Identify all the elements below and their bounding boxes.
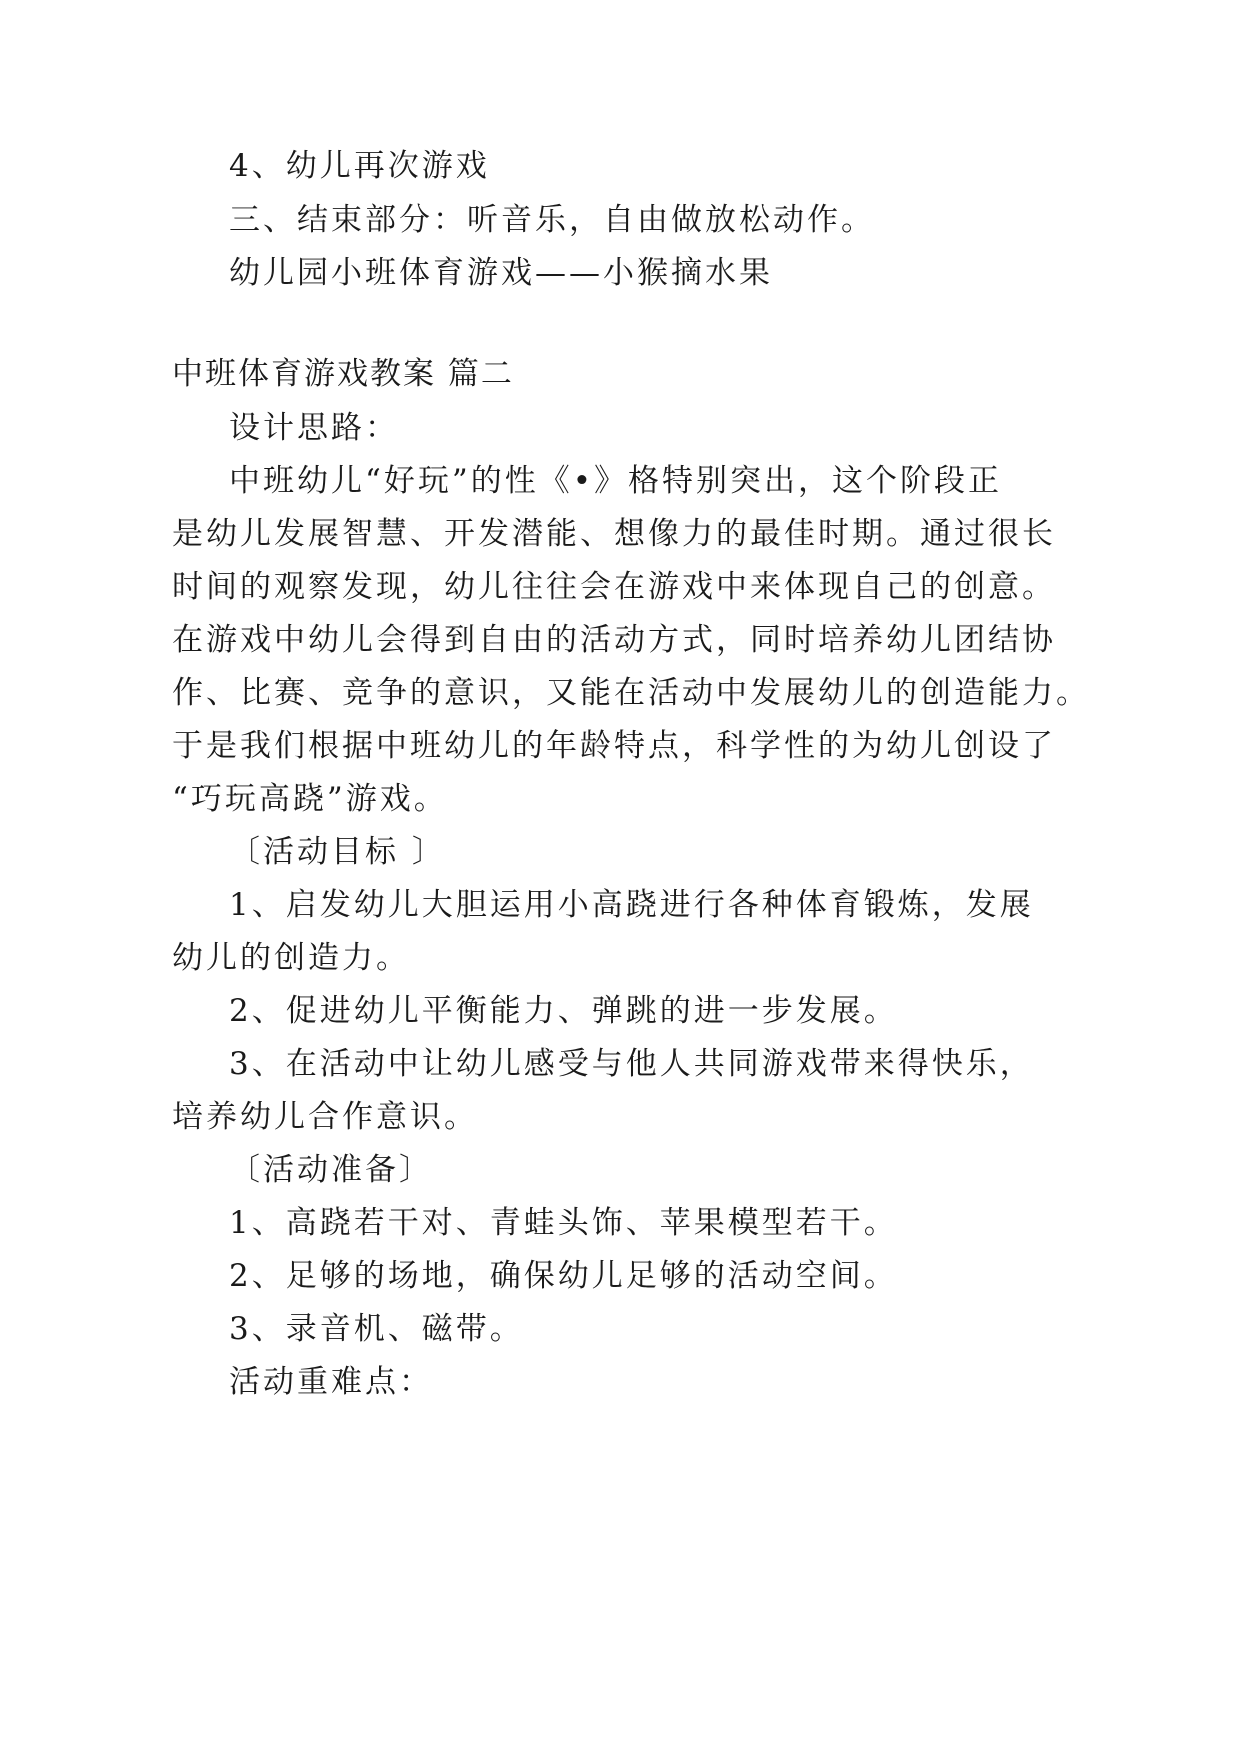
design-paragraph-line: 于是我们根据中班幼儿的年龄特点，科学性的为幼儿创设了 — [172, 728, 1056, 764]
game-title-text: 幼儿园小班体育游戏——小猴摘水果 — [229, 255, 773, 291]
design-paragraph-line: 是幼儿发展智慧、开发潜能、想像力的最佳时期。通过很长 — [172, 516, 1056, 552]
key-points-label: 活动重难点： — [229, 1364, 433, 1400]
goals-label: 〔活动目标 〕 — [229, 834, 446, 870]
design-paragraph-line: 在游戏中幼儿会得到自由的活动方式，同时培养幼儿团结协 — [172, 622, 1056, 658]
section-heading: 中班体育游戏教案 篇二 — [172, 356, 514, 392]
design-paragraph-line: 中班幼儿“好玩”的性《•》格特别突出，这个阶段正 — [229, 463, 1002, 499]
goal-item-1-line-2: 幼儿的创造力。 — [172, 940, 410, 976]
design-paragraph-line: 作、比赛、竞争的意识，又能在活动中发展幼儿的创造能力。 — [172, 675, 1090, 711]
design-paragraph-line: “巧玩高跷”游戏。 — [172, 781, 448, 817]
goal-item-1-line-1: 1、启发幼儿大胆运用小高跷进行各种体育锻炼，发展 — [229, 887, 1034, 923]
step-4-text: 4、幼儿再次游戏 — [229, 148, 490, 184]
preparation-item-3: 3、录音机、磁带。 — [229, 1311, 524, 1347]
preparation-item-1: 1、高跷若干对、青蛙头饰、苹果模型若干。 — [229, 1205, 898, 1241]
design-paragraph-line: 时间的观察发现，幼儿往往会在游戏中来体现自己的创意。 — [172, 569, 1056, 605]
goal-item-3-line-2: 培养幼儿合作意识。 — [172, 1099, 478, 1135]
preparation-item-2: 2、足够的场地，确保幼儿足够的活动空间。 — [229, 1258, 898, 1294]
goal-item-2: 2、促进幼儿平衡能力、弹跳的进一步发展。 — [229, 993, 898, 1029]
design-label: 设计思路： — [229, 410, 399, 446]
ending-section-text: 三、结束部分：听音乐，自由做放松动作。 — [229, 202, 875, 238]
preparation-label: 〔活动准备〕 — [229, 1152, 433, 1188]
goal-item-3-line-1: 3、在活动中让幼儿感受与他人共同游戏带来得快乐， — [229, 1046, 1034, 1082]
